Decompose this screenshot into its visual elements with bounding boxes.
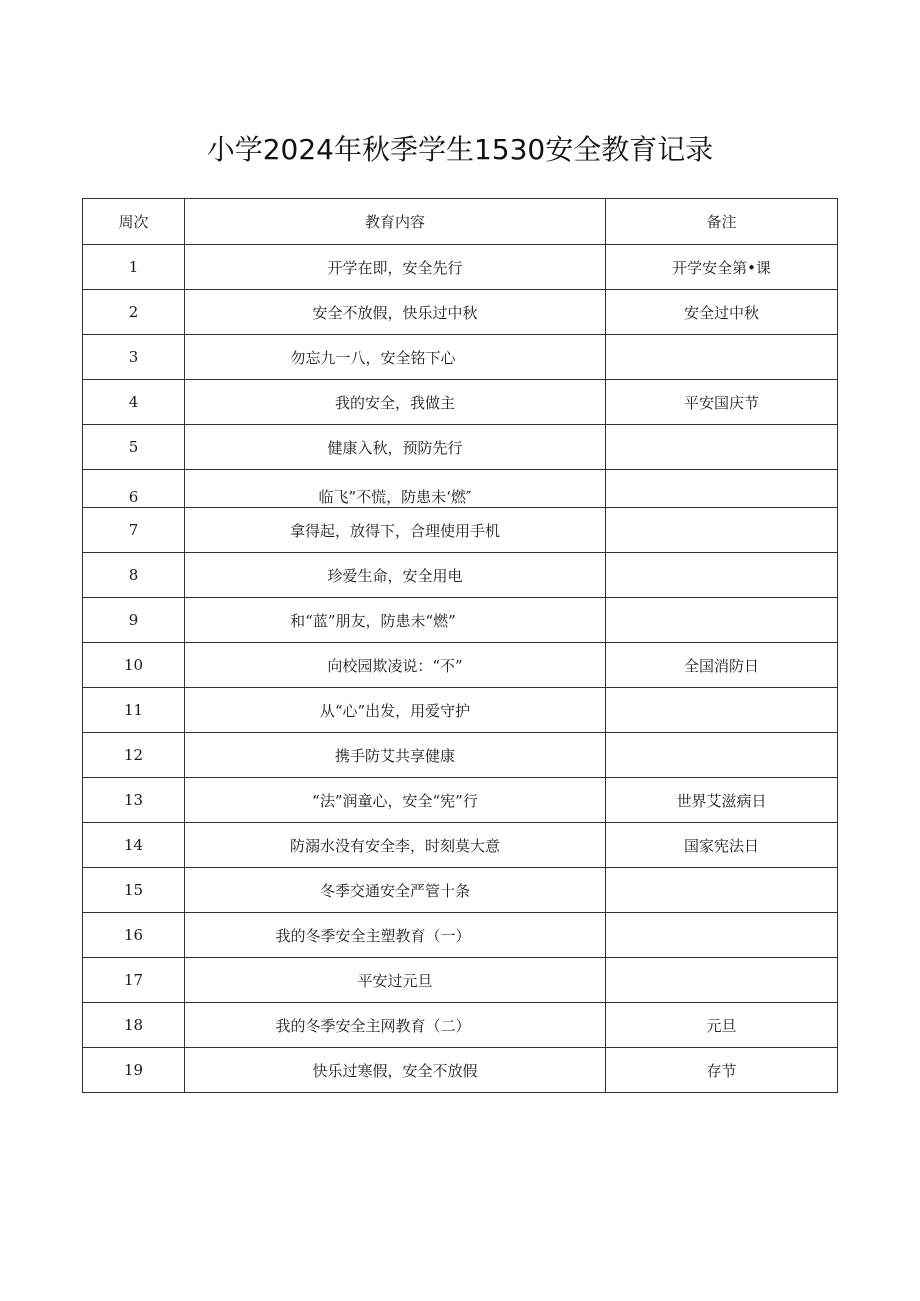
note-cell: 安全过中秋 <box>606 290 838 335</box>
content-text: 勿忘九一八，安全铭下心 <box>290 348 456 367</box>
note-cell <box>606 913 838 958</box>
content-cell <box>185 598 606 643</box>
note-cell: 世界艾滋病日 <box>606 778 838 823</box>
header-note: 备注 <box>606 199 838 245</box>
week-cell: 16 <box>83 913 185 958</box>
content-text: 我的冬季安全主塑教育（一） <box>275 926 471 945</box>
content-cell <box>185 470 606 508</box>
content-text: 向校园欺凌说：“不” <box>327 656 463 675</box>
content-cell <box>185 913 606 958</box>
table-row <box>83 1003 838 1048</box>
content-cell <box>185 425 606 470</box>
table-row <box>83 823 838 868</box>
table-row <box>83 425 838 470</box>
content-text: 快乐过寒假，安全不放假 <box>312 1061 478 1080</box>
note-cell <box>606 335 838 380</box>
note-cell: 国家宪法日 <box>606 823 838 868</box>
table-row <box>83 733 838 778</box>
table-row <box>83 245 838 290</box>
note-cell <box>606 688 838 733</box>
week-cell: 12 <box>83 733 185 778</box>
content-cell <box>185 958 606 1003</box>
content-text: 拿得起，放得下，合理使用手机 <box>289 521 500 540</box>
week-cell: 13 <box>83 778 185 823</box>
content-text: 临飞”不慌，防患未‘燃″ <box>318 488 472 506</box>
note-cell: 存节 <box>606 1048 838 1093</box>
content-cell <box>185 868 606 913</box>
content-text: 我的冬季安全主网教育（二） <box>275 1016 471 1035</box>
note-cell: 平安国庆节 <box>606 380 838 425</box>
content-cell <box>185 688 606 733</box>
table-row <box>83 643 838 688</box>
content-cell <box>185 643 606 688</box>
content-cell <box>185 553 606 598</box>
header-week: 周次 <box>83 199 185 245</box>
table-row <box>83 598 838 643</box>
content-text: 冬季交通安全严管十条 <box>319 881 470 900</box>
week-cell: 5 <box>83 425 185 470</box>
table-row <box>83 688 838 733</box>
note-cell <box>606 733 838 778</box>
content-text: 健康入秋，预防先行 <box>327 438 463 457</box>
content-text: 开学在即，安全先行 <box>327 258 463 277</box>
week-cell: 19 <box>83 1048 185 1093</box>
table-row <box>83 508 838 553</box>
table-row <box>83 913 838 958</box>
table-row <box>83 290 838 335</box>
week-cell: 18 <box>83 1003 185 1048</box>
week-cell: 10 <box>83 643 185 688</box>
content-text: “法”润童心，安全“宪”行 <box>312 791 478 810</box>
note-cell <box>606 598 838 643</box>
content-text: 防溺水没有安全李，时刻莫大意 <box>289 836 500 855</box>
note-cell: 全国消防日 <box>606 643 838 688</box>
content-cell <box>185 733 606 778</box>
content-cell <box>185 1003 606 1048</box>
note-cell <box>606 470 838 508</box>
table-row <box>83 553 838 598</box>
table-row <box>83 470 838 508</box>
note-cell: 元旦 <box>606 1003 838 1048</box>
content-cell <box>185 1048 606 1093</box>
table-row <box>83 868 838 913</box>
page-title: 小学2024年秋季学生1530安全教育记录 <box>206 133 714 166</box>
content-text: 携手防艾共享健康 <box>334 746 455 765</box>
week-cell: 1 <box>83 245 185 290</box>
table-row <box>83 958 838 1003</box>
content-text: 从“心”出发，用爱守护 <box>319 701 471 720</box>
week-cell: 4 <box>83 380 185 425</box>
content-text: 平安过元旦 <box>357 971 433 990</box>
note-cell: 开学安全第•课 <box>606 245 838 290</box>
week-cell: 14 <box>83 823 185 868</box>
table-row <box>83 335 838 380</box>
content-text: 珍爱生命，安全用电 <box>327 566 463 585</box>
note-cell <box>606 958 838 1003</box>
content-text: 安全不放假，快乐过中秋 <box>312 303 478 322</box>
week-cell: 9 <box>83 598 185 643</box>
week-cell: 11 <box>83 688 185 733</box>
education-record-table <box>82 198 838 1093</box>
note-cell <box>606 868 838 913</box>
content-cell <box>185 380 606 425</box>
header-content: 教育内容 <box>185 199 606 245</box>
week-text: 6 <box>128 487 139 506</box>
week-cell: 2 <box>83 290 185 335</box>
content-cell <box>185 823 606 868</box>
week-cell <box>83 470 185 508</box>
content-cell <box>185 335 606 380</box>
note-cell <box>606 553 838 598</box>
note-cell <box>606 508 838 553</box>
note-cell <box>606 425 838 470</box>
week-cell: 15 <box>83 868 185 913</box>
table-row <box>83 380 838 425</box>
week-cell: 3 <box>83 335 185 380</box>
table-row <box>83 778 838 823</box>
table-row <box>83 1048 838 1093</box>
week-cell: 7 <box>83 508 185 553</box>
content-text: 和“蓝”朋友，防患未“燃” <box>290 611 456 630</box>
content-text: 我的安全，我做主 <box>334 393 455 412</box>
content-cell <box>185 245 606 290</box>
content-cell <box>185 778 606 823</box>
table-header-row <box>83 199 838 245</box>
content-cell <box>185 508 606 553</box>
week-cell: 17 <box>83 958 185 1003</box>
week-cell: 8 <box>83 553 185 598</box>
content-cell <box>185 290 606 335</box>
